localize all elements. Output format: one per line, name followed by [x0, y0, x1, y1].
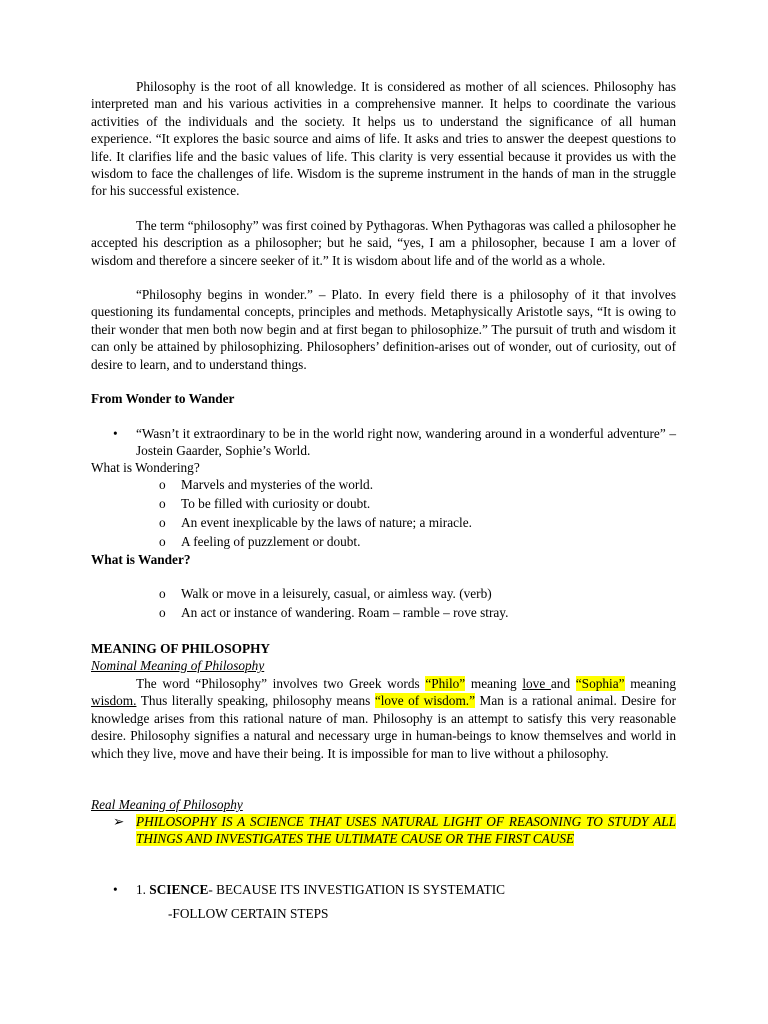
- underlined-wisdom: wisdom.: [91, 693, 137, 709]
- nominal-text: Man is a rational animal. Desire for knowledge arises from this rational nature of man. Philosophy is an attempt to satisfy this very reasonable desire. Philosophy signifies a natural and necessary urge in human-beings to know themselves and world in which they live, move and have their being. It is impossible for man to live without a philosophy.: [91, 693, 677, 761]
- subheading-nominal-meaning: Nominal Meaning of Philosophy: [91, 658, 265, 673]
- bullet-icon: •: [113, 882, 118, 897]
- nominal-text: meaning: [624, 676, 676, 691]
- point-science-bullet: [91, 881, 676, 898]
- wander-item-text: Walk or move in a leisurely, casual, or aimless way. (verb): [181, 586, 492, 601]
- highlighted-definition: PHILOSOPHY IS A SCIENCE THAT USES NATURAL LIGHT OF REASONING TO STUDY ALL THINGS AND INVESTIGATES THE ULTIMATE CAUSE OR THE FIRST CAUSE: [136, 814, 676, 847]
- circle-bullet-icon: o: [159, 496, 166, 511]
- bullet-icon: •: [113, 426, 118, 441]
- point-term: SCIENCE: [149, 882, 209, 897]
- wondering-item-text: An event inexplicable by the laws of nature; a miracle.: [181, 515, 472, 530]
- wondering-item: [91, 476, 676, 493]
- highlight-love-of-wisdom: “love of wisdom.”: [374, 693, 476, 709]
- nominal-text: Thus literally speaking, philosophy means: [136, 693, 375, 709]
- heading-from-wonder-to-wander: From Wonder to Wander: [91, 391, 235, 406]
- underlined-love: love: [522, 676, 551, 691]
- wondering-item: [91, 514, 676, 531]
- wander-item: [91, 585, 676, 602]
- intro-paragraph: Philosophy is the root of all knowledge. It is considered as mother of all sciences. Philosophy has interpreted man and his various activities in a comprehensive manner. It helps to coordinate the various activities of the individuals and the society. It helps us to understand the significance of all human experience. “It explores the basic source and aims of life. It asks and tries to answer the deepest questions to life. It clarifies life and the basic values of life. This clarity is very essential because it provides us with the wisdom to face the challenges of life. Wisdom is the supreme instrument in the hands of man in the struggle for his successful existence.: [91, 79, 676, 199]
- wondering-item-text: A feeling of puzzlement or doubt.: [181, 534, 361, 549]
- arrow-bullet-icon: ➢: [113, 814, 125, 829]
- wondering-item-text: To be filled with curiosity or doubt.: [181, 496, 371, 511]
- circle-bullet-icon: o: [159, 586, 166, 601]
- wondering-item: [91, 495, 676, 512]
- nominal-text: The word “Philosophy” involves two Greek words: [136, 676, 426, 691]
- highlight-sophia: “Sophia”: [575, 676, 625, 691]
- pythagoras-paragraph: The term “philosophy” was first coined by Pythagoras. When Pythagoras was called a philosopher he accepted his description as a philosopher; but he said, “yes, I am a philosopher, because I am a lover of wisdom and therefore a sincere seeker of it.” It is wisdom about life and of the world as a whole.: [91, 218, 676, 268]
- plato-paragraph: “Philosophy begins in wonder.” – Plato. In every field there is a philosophy of it that involves questioning its fundamental concepts, principles and methods. Metaphysically Aristotle says, “It is owing to their wonder that men both now begin and at first began to philosophize.” The pursuit of truth and wisdom it can only be attained by philosophizing. Philosophers’ definition-arises out of wonder, out of curiosity, out of desire to learn, and to understand things.: [91, 287, 676, 372]
- wondering-item-text: Marvels and mysteries of the world.: [181, 477, 374, 492]
- quote-bullet: [91, 425, 676, 460]
- definition-bullet: [91, 813, 676, 866]
- subheading-real-meaning: Real Meaning of Philosophy: [91, 797, 243, 812]
- nominal-text: and: [550, 676, 576, 691]
- question-wander: What is Wander?: [91, 552, 191, 567]
- heading-meaning-of-philosophy: MEANING OF PHILOSOPHY: [91, 641, 271, 656]
- point-number: 1.: [136, 882, 150, 897]
- circle-bullet-icon: o: [159, 534, 166, 549]
- wander-item-text: An act or instance of wandering. Roam – ramble – rove stray.: [181, 605, 509, 620]
- point-rest: - BECAUSE ITS INVESTIGATION IS SYSTEMATIC: [208, 882, 506, 897]
- point-science-subline: -FOLLOW CERTAIN STEPS: [168, 906, 329, 921]
- nominal-text: meaning: [465, 676, 523, 691]
- highlight-philo: “Philo”: [425, 676, 466, 691]
- wondering-item: [91, 533, 676, 550]
- point-science-text: [136, 881, 676, 898]
- definition-text: [136, 813, 676, 848]
- nominal-meaning-paragraph: [91, 675, 676, 762]
- question-wondering: What is Wondering?: [91, 460, 200, 475]
- circle-bullet-icon: o: [159, 477, 166, 492]
- circle-bullet-icon: o: [159, 605, 166, 620]
- circle-bullet-icon: o: [159, 515, 166, 530]
- wander-item: [91, 604, 676, 621]
- quote-text: “Wasn’t it extraordinary to be in the world right now, wandering around in a wonderful adventure” – Jostein Gaarder, Sophie’s World.: [136, 426, 676, 459]
